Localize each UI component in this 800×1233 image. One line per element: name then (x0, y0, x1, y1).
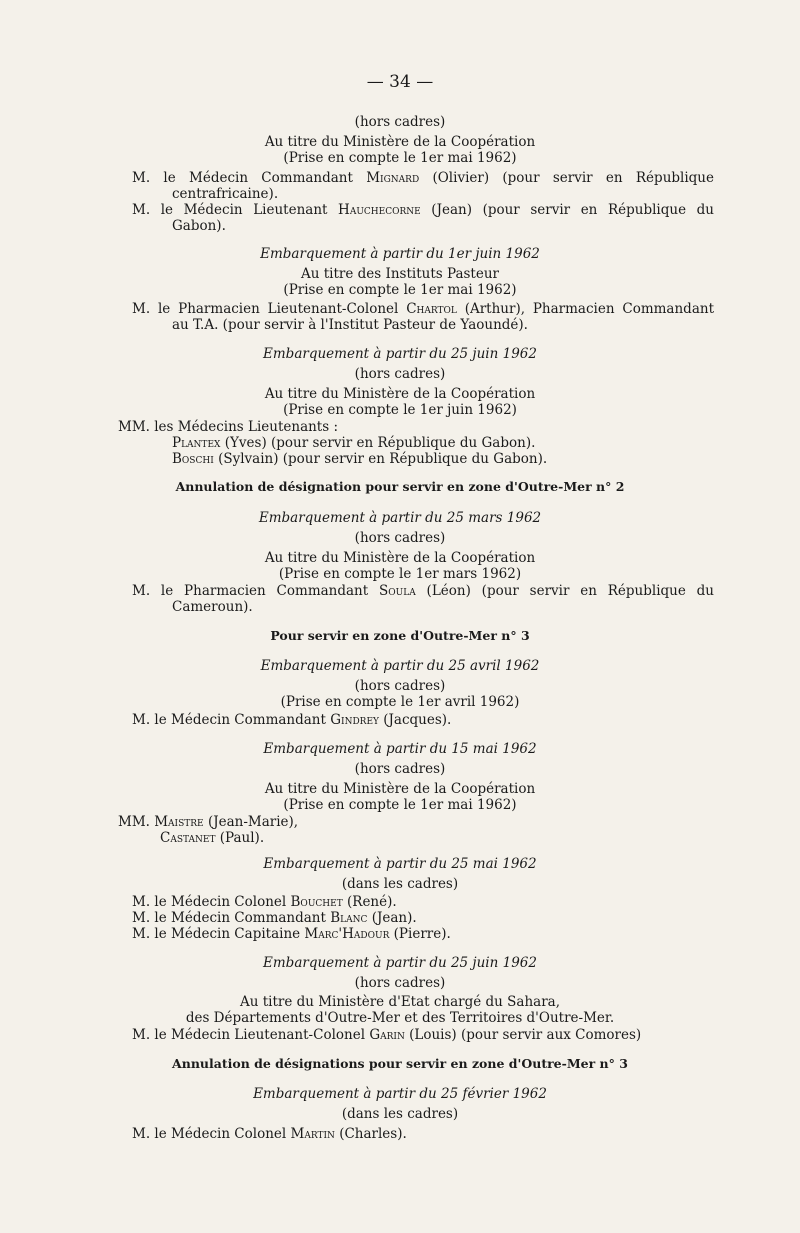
entry-blanc: M. le Médecin Commandant Blanc (Jean). (132, 910, 417, 926)
embarquement-line: Embarquement à partir du 25 mai 1962 (263, 856, 537, 872)
entry-boschi: Boschi (Sylvain) (pour servir en République du Gabon). (172, 451, 548, 467)
hors-cadres-line: (hors cadres) (354, 678, 446, 694)
hors-cadres-line: (hors cadres) (354, 761, 446, 777)
entry-chartol-cont: au T.A. (pour servir à l'Institut Pasteur de Yaoundé). (172, 317, 528, 333)
au-titre-line-2: des Départements d'Outre-Mer et des Territoires d'Outre-Mer. (185, 1010, 615, 1026)
entry-hauchecorne-cont: Gabon). (172, 218, 226, 234)
entry-gindrey: M. le Médecin Commandant Gindrey (Jacques). (132, 712, 452, 728)
entry-hauchecorne: M. le Médecin Lieutenant Hauchecorne (Jean) (pour servir en République du (132, 202, 714, 218)
au-titre-line: Au titre des Instituts Pasteur (301, 266, 499, 282)
hors-cadres-line: (hors cadres) (354, 975, 446, 991)
entry-garin: M. le Médecin Lieutenant-Colonel Garin (Louis) (pour servir aux Comores) (132, 1027, 642, 1043)
entry-castanet: Castanet (Paul). (160, 830, 265, 846)
au-titre-line: Au titre du Ministère d'Etat chargé du Sahara, (239, 994, 561, 1010)
entry-marchadour: M. le Médecin Capitaine Marc'Hadour (Pierre). (132, 926, 451, 942)
prise-line: (Prise en compte le 1er mars 1962) (278, 566, 522, 582)
embarquement-line: Embarquement à partir du 25 février 1962 (253, 1086, 547, 1102)
embarquement-line: Embarquement à partir du 15 mai 1962 (263, 741, 537, 757)
dans-cadres-line: (dans les cadres) (341, 1106, 459, 1122)
section-heading: Pour servir en zone d'Outre-Mer n° 3 (270, 628, 530, 643)
dans-cadres-line: (dans les cadres) (341, 876, 459, 892)
au-titre-line: Au titre du Ministère de la Coopération (264, 550, 536, 566)
entry-maistre: MM. Maistre (Jean-Marie), (118, 814, 299, 830)
au-titre-line: Au titre du Ministère de la Coopération (264, 781, 536, 797)
prise-line: (Prise en compte le 1er mai 1962) (283, 150, 517, 166)
prise-line: (Prise en compte le 1er mai 1962) (283, 282, 517, 298)
hors-cadres-line: (hors cadres) (354, 530, 446, 546)
entry-soula-cont: Cameroun). (172, 599, 253, 615)
entry-soula: M. le Pharmacien Commandant Soula (Léon) (pour servir en République du (132, 583, 715, 599)
entry-chartol: M. le Pharmacien Lieutenant-Colonel Chartol (Arthur), Pharmacien Commandant (132, 301, 714, 317)
prise-line: (Prise en compte le 1er avril 1962) (280, 694, 520, 710)
lieutenants-header: MM. les Médecins Lieutenants : (118, 419, 339, 435)
embarquement-line: Embarquement à partir du 25 juin 1962 (263, 346, 537, 362)
embarquement-line: Embarquement à partir du 1er juin 1962 (260, 246, 540, 262)
embarquement-line: Embarquement à partir du 25 juin 1962 (263, 955, 537, 971)
prise-line: (Prise en compte le 1er juin 1962) (283, 402, 517, 418)
embarquement-line: Embarquement à partir du 25 avril 1962 (260, 658, 540, 674)
section-heading: Annulation de désignations pour servir en zone d'Outre-Mer n° 3 (172, 1056, 628, 1071)
embarquement-line: Embarquement à partir du 25 mars 1962 (258, 510, 542, 526)
hors-cadres-line: (hors cadres) (354, 366, 446, 382)
entry-mignard-cont: centrafricaine). (172, 186, 279, 202)
entry-plantex: Plantex (Yves) (pour servir en République du Gabon). (172, 435, 536, 451)
entry-mignard: M. le Médecin Commandant Mignard (Olivier) (pour servir en République (132, 170, 714, 186)
hors-cadres-line: (hors cadres) (354, 114, 446, 130)
prise-line: (Prise en compte le 1er mai 1962) (283, 797, 517, 813)
au-titre-line: Au titre du Ministère de la Coopération (264, 386, 536, 402)
entry-bouchet: M. le Médecin Colonel Bouchet (René). (132, 894, 397, 910)
au-titre-line: Au titre du Ministère de la Coopération (264, 134, 536, 150)
section-heading: Annulation de désignation pour servir en zone d'Outre-Mer n° 2 (175, 479, 625, 494)
page-number: — 34 — (366, 72, 434, 92)
entry-martin: M. le Médecin Colonel Martin (Charles). (132, 1126, 407, 1142)
